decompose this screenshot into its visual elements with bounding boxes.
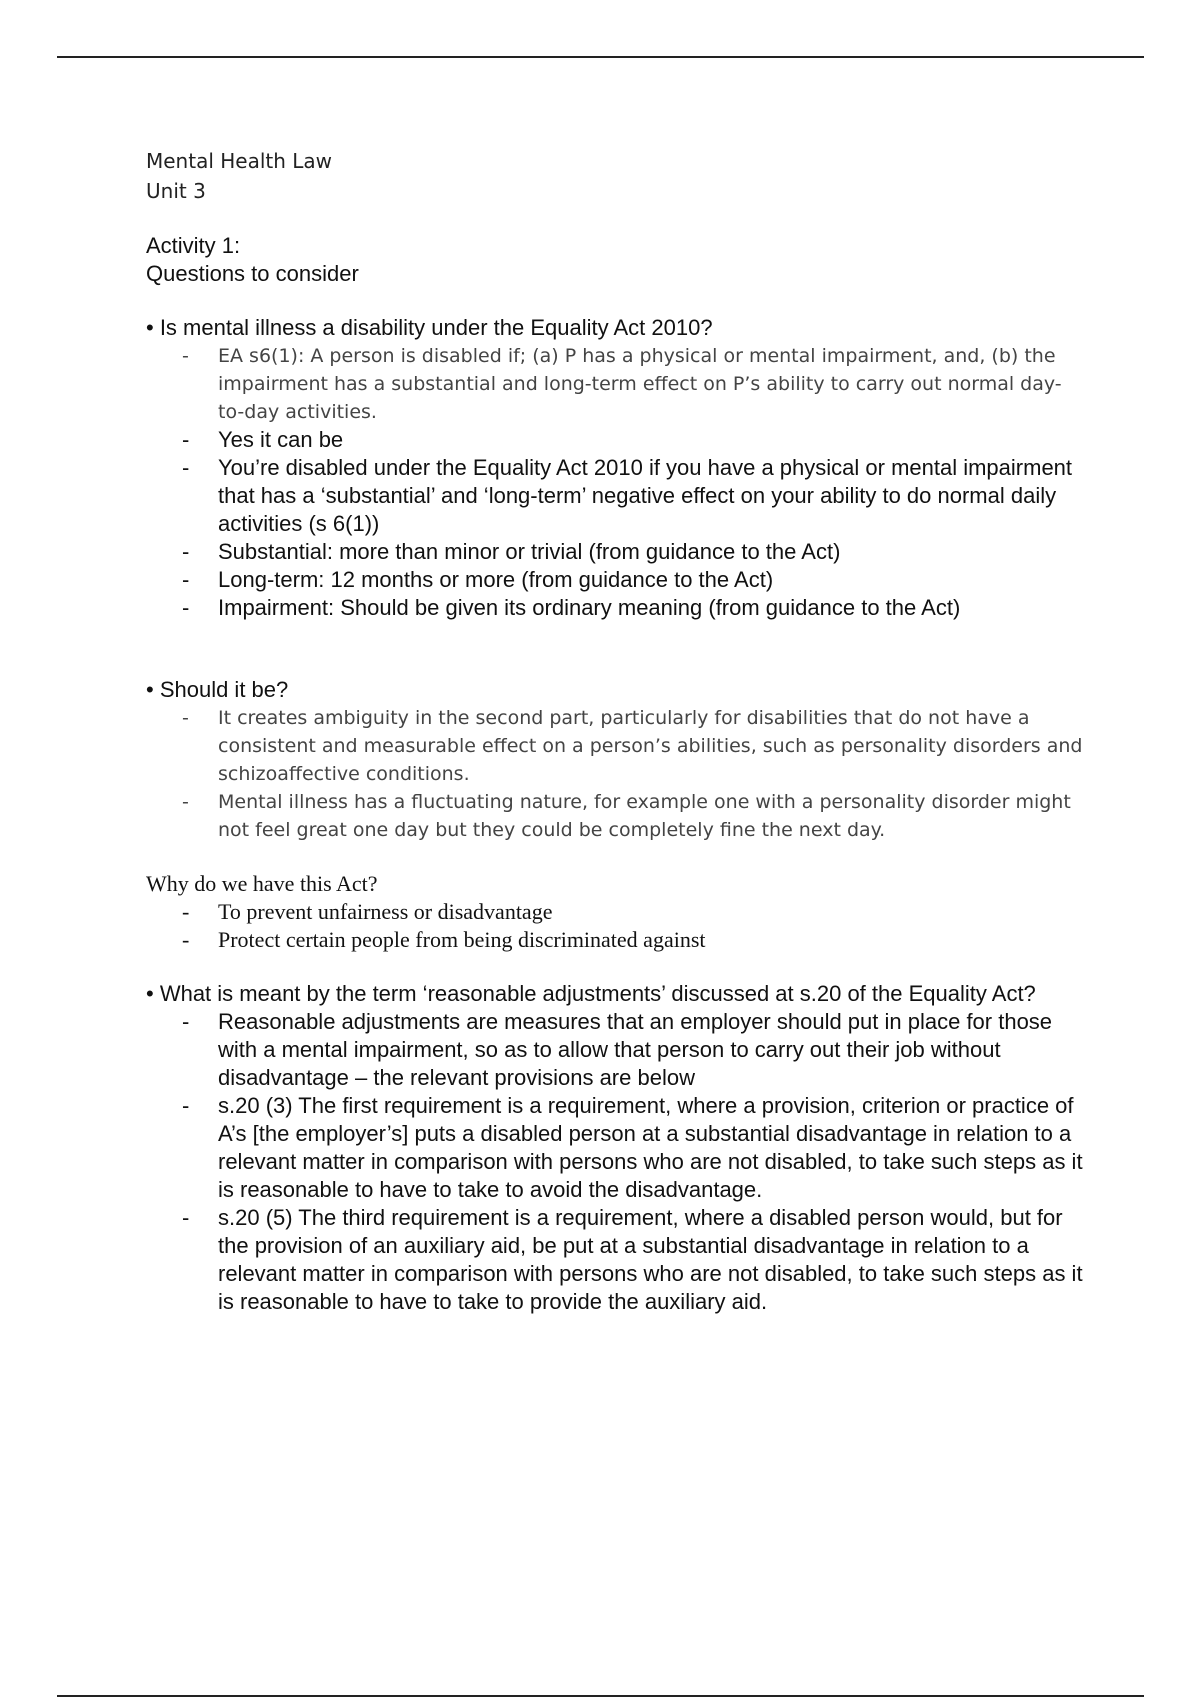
unit-label: Unit 3 bbox=[146, 179, 206, 203]
list-item: - You’re disabled under the Equality Act 2010 if you have a physical or mental impairment that has a ‘substantial’ and ‘long-term’ negative effect on your ability to do normal daily activities (s 6(1)) bbox=[146, 454, 1086, 538]
answer-list-reasonable-adjustments bbox=[146, 1008, 1086, 1316]
list-item: - Reasonable adjustments are measures that an employer should put in place for those with a mental impairment, so as to allow that person to carry out their job without disadvantage – the relevant provisions are below bbox=[146, 1008, 1086, 1092]
list-item: - Yes it can be bbox=[146, 426, 1086, 454]
question-disability: • Is mental illness a disability under the Equality Act 2010? bbox=[146, 315, 713, 340]
list-item: - s.20 (5) The third requirement is a requirement, where a disabled person would, but for the provision of an auxiliary aid, be put at a substantial disadvantage in relation to a relevant matter in comparison with persons who are not disabled, to take such steps as it is reasonable to have to take to provide the auxiliary aid. bbox=[146, 1204, 1086, 1316]
answer-list-should-it-be bbox=[146, 704, 1086, 844]
question-reasonable-adjustments: • What is meant by the term ‘reasonable adjustments’ discussed at s.20 of the Equality Act? bbox=[146, 981, 1036, 1006]
activity-title: Activity 1: bbox=[146, 233, 241, 258]
answer-list-disability-continued bbox=[146, 426, 1086, 622]
list-item: - To prevent unfairness or disadvantage bbox=[146, 898, 1086, 926]
list-item: - Impairment: Should be given its ordinary meaning (from guidance to the Act) bbox=[146, 594, 1086, 622]
activity-subtitle: Questions to consider bbox=[146, 261, 359, 286]
question-should-it-be: • Should it be? bbox=[146, 677, 289, 702]
answer-list-why-act bbox=[146, 898, 1086, 954]
bottom-rule bbox=[57, 1695, 1144, 1697]
list-item: - Protect certain people from being discriminated against bbox=[146, 926, 1086, 954]
list-item: - It creates ambiguity in the second part, particularly for disabilities that do not have a consistent and measurable effect on a person’s abilities, such as personality disorders and schizoaffective conditions. bbox=[146, 704, 1086, 788]
list-item: - Mental illness has a fluctuating nature, for example one with a personality disorder might not feel great one day but they could be completely fine the next day. bbox=[146, 788, 1086, 844]
document-body bbox=[146, 146, 1086, 1316]
top-rule bbox=[57, 56, 1144, 58]
list-item: - EA s6(1): A person is disabled if; (a) P has a physical or mental impairment, and, (b) the impairment has a substantial and long-term effect on P’s ability to carry out normal day-to-day activities. bbox=[146, 342, 1086, 426]
answer-list-disability bbox=[146, 342, 1086, 426]
list-item: - Substantial: more than minor or trivial (from guidance to the Act) bbox=[146, 538, 1086, 566]
list-item: - s.20 (3) The first requirement is a requirement, where a provision, criterion or practice of A’s [the employer’s] puts a disabled person at a substantial disadvantage in relation to a relevant matter in comparison with persons who are not disabled, to take such steps as it is reasonable to have to take to avoid the disadvantage. bbox=[146, 1092, 1086, 1204]
list-item: - Long-term: 12 months or more (from guidance to the Act) bbox=[146, 566, 1086, 594]
course-title: Mental Health Law bbox=[146, 149, 333, 173]
question-why-act: Why do we have this Act? bbox=[146, 871, 378, 896]
